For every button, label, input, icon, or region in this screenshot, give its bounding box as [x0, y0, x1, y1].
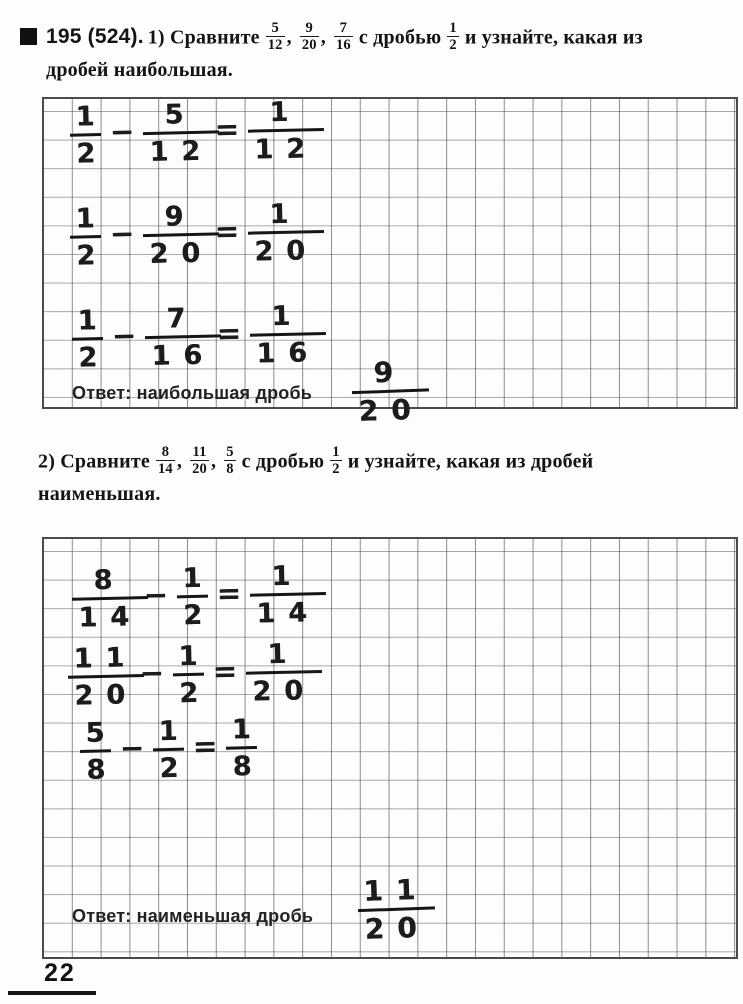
equation-row-2 [67, 638, 317, 712]
problem-2-statement [38, 446, 728, 509]
problem-2-tail: и узнайте, какая из дробей [347, 450, 594, 473]
equation-row-3 [79, 716, 257, 784]
minus-sign: − [139, 655, 165, 691]
work-grid-2 [42, 537, 738, 959]
printed-fraction-half: $\frac{1}{2}$ [449, 20, 457, 54]
problem-2-middle: с дробью [241, 450, 325, 473]
printed-fraction: $\frac{5}{8}$ [226, 444, 234, 478]
handwritten-fraction: 5 8 [79, 719, 111, 784]
equation-row-3 [71, 300, 321, 374]
handwritten-fraction: $\frac{1}{8}$ [225, 716, 257, 781]
printed-fraction: $\frac{7}{16}$ [335, 20, 351, 54]
printed-fraction: $\frac{11}{20}$ [192, 444, 207, 478]
handwritten-fraction: 11 20 [67, 644, 131, 709]
minus-sign: − [109, 114, 135, 149]
equation-row-1 [69, 96, 319, 170]
problem-2-line-2: наименьшая. [38, 483, 161, 506]
handwritten-fraction: $\frac{7}{16}$ [144, 305, 208, 370]
printed-fraction: $\frac{9}{20}$ [301, 20, 317, 54]
handwritten-fraction: $\frac{5}{12}$ [142, 101, 206, 166]
problem-number: 195 (524). [46, 25, 144, 49]
problem-2-intro: 2) Сравните [38, 450, 150, 473]
problem-1-line-2: дробей наибольшая. [46, 59, 233, 82]
equals-sign: = [214, 111, 240, 147]
handwritten-fraction: $\frac{1}{2}$ [176, 565, 208, 630]
printed-fraction: $\frac{5}{12}$ [267, 20, 283, 54]
handwritten-fraction: $\frac{1}{12}$ [247, 98, 311, 163]
handwritten-fraction: 8 14 [71, 566, 135, 631]
handwritten-fraction: $\frac{1}{20}$ [247, 200, 311, 265]
minus-sign: − [119, 730, 145, 766]
page-number-underline [8, 991, 96, 995]
solid-square-icon [20, 28, 37, 45]
equation-row-2 [69, 198, 319, 272]
handwritten-fraction: $\frac{11}{20}$ [357, 876, 423, 944]
problem-1-tail: и узнайте, какая из [464, 26, 643, 49]
printed-fraction-half: $\frac{1}{2}$ [332, 444, 340, 478]
handwritten-fraction: 1 2 [71, 307, 103, 372]
handwritten-fraction: 1 2 [69, 103, 101, 168]
minus-sign: − [109, 216, 135, 251]
handwritten-fraction: $\frac{1}{16}$ [249, 302, 313, 367]
answer-label-2: Ответ: наименьшая дробь [72, 906, 314, 926]
problem-2-line-1: 2) Сравните $\frac{8}{14}$ , $\frac{11}{20}$ , $\frac{5}{8}$ с дробью $\frac{1}{2}$ и узнайте, какая из дробей [38, 444, 594, 478]
handwritten-answer-2 [357, 872, 431, 946]
handwritten-fraction: $\frac{1}{20}$ [245, 640, 309, 705]
handwritten-fraction: $\frac{1}{2}$ [172, 643, 204, 708]
handwritten-fraction: $\frac{9}{20}$ [142, 203, 206, 268]
equals-sign: = [212, 653, 238, 689]
minus-sign: − [143, 577, 169, 613]
page-number: 22 [44, 959, 76, 987]
equals-sign: = [216, 575, 242, 611]
minus-sign: − [111, 318, 137, 353]
work-grid-1 [42, 96, 738, 428]
equals-sign: = [192, 728, 218, 764]
equals-sign: = [216, 315, 242, 351]
equals-sign: = [214, 213, 240, 249]
answer-label-1: Ответ: наибольшая дробь [72, 383, 313, 403]
handwritten-fraction: $\frac{1}{2}$ [152, 718, 184, 783]
equation-row-1 [71, 560, 321, 634]
problem-1-statement [20, 22, 726, 85]
printed-fraction: $\frac{8}{14}$ [157, 444, 173, 478]
handwritten-fraction: 1 2 [69, 205, 101, 270]
problem-1-middle: с дробью [358, 26, 442, 49]
problem-1-line-1: 195 (524). 1) Сравните $\frac{5}{12}$ , $\frac{9}{20}$ , $\frac{7}{16}$ с дробью $\frac{1}{2}$ и узнайте, какая из [20, 22, 726, 55]
handwritten-fraction: $\frac{1}{14}$ [249, 562, 313, 627]
handwritten-fraction: $\frac{9}{20}$ [351, 358, 417, 426]
problem-1-intro: 1) Сравните [147, 26, 260, 49]
handwritten-answer-1 [351, 355, 425, 428]
